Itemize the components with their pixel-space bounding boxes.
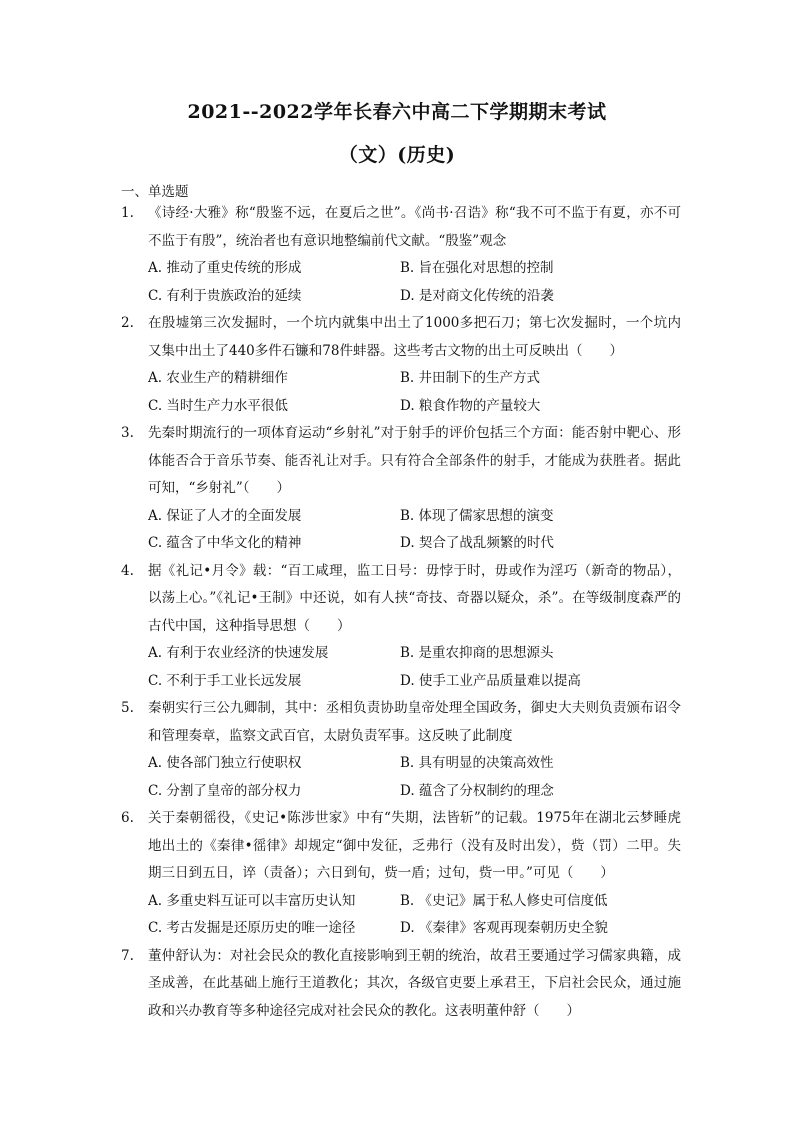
option-list [148, 255, 681, 310]
option-b: B. 具有明显的决策高效性 [400, 755, 554, 771]
question-6 [121, 805, 681, 943]
option-c: C. 不利于手工业长远发展 [148, 672, 302, 689]
question-number: 7. [121, 947, 134, 964]
option-d: D. 使手工业产品质量难以提高 [400, 672, 581, 689]
question-text: 在殷墟第三次发掘时，一个坑内就集中出土了1000多把石刀；第七次发掘时，一个坑内又集中出土了440多件石镰和78件蚌器。这些考古文物的出土可反映出（ ） [148, 315, 681, 359]
option-b: B. 是重农抑商的思想源头 [400, 645, 554, 661]
option-b: B. 井田制下的生产方式 [400, 370, 541, 386]
option-a: A. 推动了重史传统的形成 [148, 260, 302, 276]
option-c: C. 考古发掘是还原历史的唯一途径 [148, 920, 356, 936]
question-4 [121, 558, 681, 696]
option-d: D. 蕴含了分权制约的理念 [400, 782, 554, 799]
option-d: D. 契合了战乱频繁的时代 [400, 535, 554, 551]
option-c: C. 有利于贵族政治的延续 [148, 287, 302, 304]
question-3 [121, 420, 681, 558]
option-list [148, 503, 681, 558]
question-number: 1. [121, 205, 134, 221]
question-list [121, 200, 681, 1025]
exam-subtitle: （文）(历史) [338, 144, 456, 166]
option-d: D. 粮食作物的产量较大 [400, 397, 541, 414]
option-a: A. 多重史料互证可以丰富历史认知 [148, 892, 356, 909]
question-number: 2. [121, 315, 134, 331]
option-d: D. 是对商文化传统的沿袭 [400, 287, 554, 304]
option-b: B. 体现了儒家思想的演变 [400, 507, 554, 524]
option-list [148, 750, 681, 805]
option-c: C. 蕴含了中华文化的精神 [148, 535, 302, 551]
question-text: 董仲舒认为：对社会民众的教化直接影响到王朝的统治，故君王要通过学习儒家典籍，成圣成善，在此基础上施行王道教化；其次，各级官吏要上承君王，下启社会民众，通过施政和兴办教育等多种途径完成对社会民众的教化。这表明董仲舒（ ） [148, 947, 681, 1019]
option-c: C. 分割了皇帝的部分权力 [148, 782, 302, 799]
exam-title: 2021--2022学年长春六中高二下学期期末考试 [187, 101, 607, 123]
question-text: 先秦时期流行的一项体育运动“乡射礼”对于射手的评价包括三个方面：能否射中靶心、形体能否合于音乐节奏、能否礼让对手。只有符合全部条件的射手，才能成为获胜者。据此可知，“乡射礼”（ ） [148, 425, 681, 496]
question-2 [121, 310, 681, 420]
question-7 [121, 943, 681, 1026]
question-text: 秦朝实行三公九卿制，其中：丞相负责协助皇帝处理全国政务，御史大夫则负责颁布诏令和管理奏章，监察文武百官，太尉负责军事。这反映了此制度 [148, 700, 681, 744]
question-1 [121, 200, 681, 310]
question-number: 4. [121, 562, 134, 579]
question-number: 3. [121, 425, 134, 441]
question-number: 5. [121, 700, 134, 716]
option-d: D. 《秦律》客观再现秦朝历史全貌 [400, 920, 608, 936]
question-text: 据《礼记•月令》载：“百工咸理，监工日号：毋悖于时，毋或作为淫巧（新奇的物品），以荡上心。”《礼记•王制》中还说，如有人挟“奇技、奇器以疑众，杀”。在等级制度森严的古代中国，这种指导思想（ ） [148, 562, 681, 634]
question-text: 关于秦朝徭役，《史记•陈涉世家》中有“失期，法皆斩”的记载。1975年在湖北云梦睡虎地出土的《秦律•徭律》却规定“御中发征，乏弗行（没有及时出发），赀（罚）二甲。失期三日到五日，谇（责备）；六日到旬，赀一盾；过旬，赀一甲。”可见（ ） [148, 810, 681, 881]
option-a: A. 有利于农业经济的快速发展 [148, 645, 329, 661]
option-a: A. 使各部门独立行使职权 [148, 755, 302, 771]
option-a: A. 农业生产的精耕细作 [148, 370, 288, 386]
option-list [148, 365, 681, 420]
option-b: B. 旨在强化对思想的控制 [400, 260, 554, 276]
question-number: 6. [121, 810, 134, 826]
question-text: 《诗经·大雅》称“殷鉴不远，在夏后之世”。《尚书·召诰》称“我不可不监于有夏，亦不可不监于有殷”，统治者也有意识地整编前代文献。“殷鉴”观念 [148, 205, 681, 249]
option-list [148, 640, 681, 695]
option-b: B. 《史记》属于私人修史可信度低 [400, 892, 608, 909]
section-heading: 一、单选题 [121, 184, 189, 200]
option-c: C. 当时生产力水平很低 [148, 397, 288, 414]
option-a: A. 保证了人才的全面发展 [148, 507, 302, 524]
option-list [148, 888, 681, 943]
question-5 [121, 695, 681, 805]
